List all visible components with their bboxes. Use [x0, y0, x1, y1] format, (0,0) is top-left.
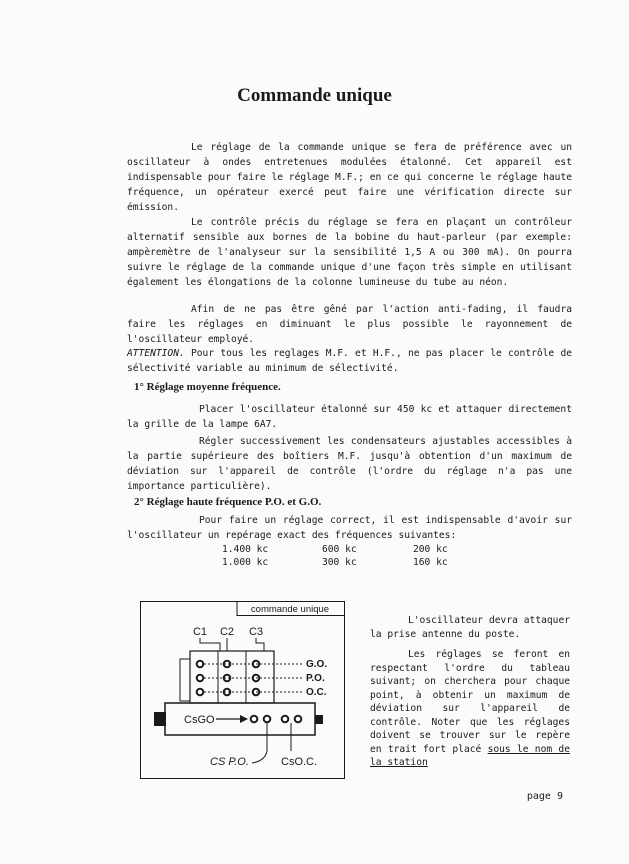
capacitor-leads	[200, 638, 264, 651]
trimmer-go	[251, 716, 258, 723]
paragraph-mf-adjust: Régler successivement les condensateurs ajustables accessibles à la partie supérieure des boîtiers M.F. jusqu'à obtention d'un maximum de déviation sur l'appareil de contrôle (l'ordre du réglage n'a pas une importance particulière).	[127, 436, 572, 492]
tuning-point	[197, 689, 204, 696]
page-number: page 9	[526, 791, 563, 802]
frequency-value: 600 kc	[322, 544, 357, 555]
paragraph-antifading: Afin de ne pas être gêné par l'action anti-fading, il faudra faire les réglages en diminuant le plus possible le rayonnement de l'oscillateur employé.	[127, 304, 572, 345]
label-po: P.O.	[306, 673, 325, 684]
paragraph-hf-frequencies: Pour faire un réglage correct, il est indispensable d'avoir sur l'oscillateur un repérage exact des fréquences suivantes:	[127, 515, 572, 541]
label-go: G.O.	[306, 659, 328, 670]
side-block	[180, 659, 190, 701]
label-oc: O.C.	[306, 687, 327, 698]
frequency-value: 300 kc	[322, 557, 357, 568]
heading-mf: 1° Réglage moyenne fréquence.	[134, 381, 281, 393]
knob-left	[154, 712, 166, 726]
trimmer-oc	[282, 716, 289, 723]
paragraph-mf-oscillator: Placer l'oscillateur étalonné sur 450 kc et attaquer directement la grille de la lampe 6A7.	[127, 404, 572, 430]
diagram-caption: commande unique	[250, 604, 330, 615]
frequency-column-1	[222, 543, 268, 569]
frequency-value: 200 kc	[413, 544, 448, 555]
arrowhead	[240, 715, 248, 723]
label-c3: C3	[248, 626, 264, 638]
paragraph-intro: Le réglage de la commande unique se fera de préférence avec un oscillateur à ondes entretenues modulées étalonné. Cet appareil est indispensable pour faire le réglage M.F.; en ce qui concerne le réglage haute fréquence, un opérateur exercé peut faire une vérification directe sur émission.	[127, 142, 572, 213]
trimmer-po	[264, 716, 271, 723]
heading-hf: 2° Réglage haute fréquence P.O. et G.O.	[134, 496, 322, 508]
tuning-diagram	[140, 601, 345, 779]
note-tuning-text: Les réglages se feront en respectant l'ordre du tableau suivant; on cherchera pour chaque point, à obtenir un maximum de déviation sur l'appareil de contrôle. Noter que les réglages doivent se trouver sur le repère en trait fort placé	[370, 649, 570, 755]
label-csgo: CsGO	[184, 714, 215, 726]
frequency-value: 160 kc	[413, 557, 448, 568]
frequency-column-3	[413, 543, 448, 569]
note-tuning-order	[370, 648, 570, 770]
frequency-value: 1.400 kc	[222, 544, 269, 555]
trimmer-oc2	[295, 716, 302, 723]
label-cspo: CS P.O.	[210, 756, 249, 768]
note-tuning-underlined: sous le nom de la station	[370, 743, 570, 768]
frequency-column-2	[322, 543, 357, 569]
knob-right	[315, 715, 323, 724]
label-c1: C1	[192, 626, 208, 638]
label-csoc: CsO.C.	[281, 756, 318, 768]
label-c2: C2	[219, 626, 235, 638]
attention-text: Pour tous les reglages M.F. et H.F., ne pas placer le contrôle de sélectivité variable au minimum de sélectivité.	[127, 348, 572, 374]
cspo-leader	[252, 723, 267, 763]
tuning-point	[197, 661, 204, 668]
page-title: Commande unique	[237, 85, 392, 106]
frequency-value: 1.000 kc	[222, 557, 269, 568]
tuning-point	[197, 675, 204, 682]
paragraph-control: Le contrôle précis du réglage se fera en plaçant un contrôleur alternatif sensible aux bornes de la bobine du haut-parleur (par exemple: ampèremètre de l'analyseur sur la sensibilité 1,5 A ou 300 mA). On pourra suivre le réglage de la commande unique d'une façon très simple en utilisant également les élongations de la colonne lumineuse du tube au néon.	[127, 217, 572, 288]
attention-label: ATTENTION.	[127, 348, 185, 359]
paragraph-attention	[127, 346, 572, 376]
note-oscillator: L'oscillateur devra attaquer la prise antenne du poste.	[370, 615, 570, 640]
